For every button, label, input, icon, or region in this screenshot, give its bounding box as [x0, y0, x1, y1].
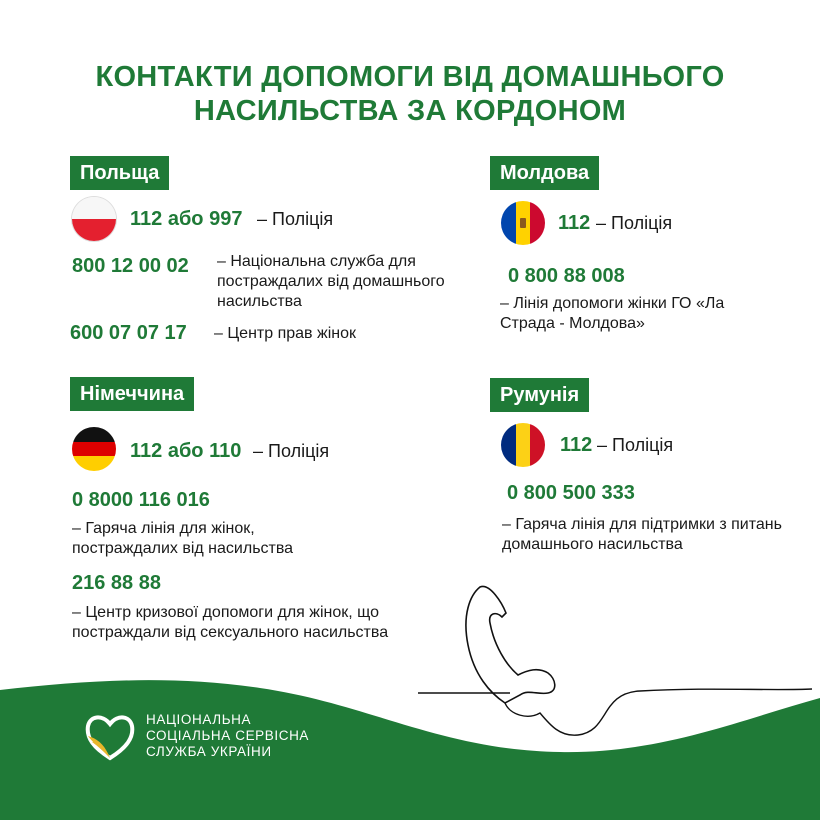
moldova-police-label: – Поліція [596, 213, 673, 233]
moldova-flag-icon [501, 201, 545, 245]
moldova-police-number: 112 [558, 212, 591, 234]
germany-flag-icon [72, 427, 116, 471]
poland-police-number: 112 або 997 [130, 208, 243, 230]
brand-line-1: НАЦІОНАЛЬНА [146, 712, 252, 727]
poland-flag-icon [72, 197, 116, 241]
romania-police-label: – Поліція [597, 435, 674, 455]
page-title [0, 60, 820, 128]
page-title-line-1: КОНТАКТИ ДОПОМОГИ ВІД ДОМАШНЬОГО [95, 61, 725, 93]
moldova-hotline-number: 0 800 88 008 [508, 265, 625, 287]
romania-flag-icon [501, 423, 545, 467]
page-title-line-2: НАСИЛЬСТВА ЗА КОРДОНОМ [193, 95, 627, 127]
germany-crisis-number: 216 88 88 [72, 572, 161, 594]
brand-line-2: СОЦІАЛЬНА СЕРВІСНА [146, 728, 310, 743]
germany-police-number: 112 або 110 [130, 440, 242, 462]
country-label-romania: Румунія [490, 378, 589, 412]
brand-name [146, 712, 309, 760]
poland-hotline-text: – Національна служба для постраждалих від домашнього насильства [217, 253, 445, 310]
romania-hotline-text: – Гаряча лінія для підтримки з питань домашнього насильства [502, 516, 782, 553]
poland-women-number: 600 07 07 17 [70, 322, 187, 344]
poland-women-text: – Центр прав жінок [214, 325, 356, 342]
brand-line-3: СЛУЖБА УКРАЇНИ [146, 744, 272, 759]
country-label-poland: Польща [70, 156, 169, 190]
telephone-handset-icon [410, 575, 820, 750]
romania-police-number: 112 [560, 434, 593, 456]
nsss-heart-logo [84, 712, 136, 762]
poland-police-label: – Поліція [257, 209, 334, 229]
germany-crisis-text: – Центр кризової допомоги для жінок, що постраждали від сексуального насильства [72, 604, 389, 641]
germany-hotline-text: – Гаряча лінія для жінок, постраждалих від насильства [72, 520, 294, 557]
poland-hotline-number: 800 12 00 02 [72, 255, 189, 277]
country-label-moldova: Молдова [490, 156, 599, 190]
germany-police-label: – Поліція [253, 441, 330, 461]
moldova-hotline-text: – Лінія допомоги жінки ГО «Ла Страда - Молдова» [500, 295, 725, 332]
country-label-germany: Німеччина [70, 377, 194, 411]
romania-hotline-number: 0 800 500 333 [507, 482, 635, 504]
germany-hotline-number: 0 8000 116 016 [72, 489, 210, 511]
